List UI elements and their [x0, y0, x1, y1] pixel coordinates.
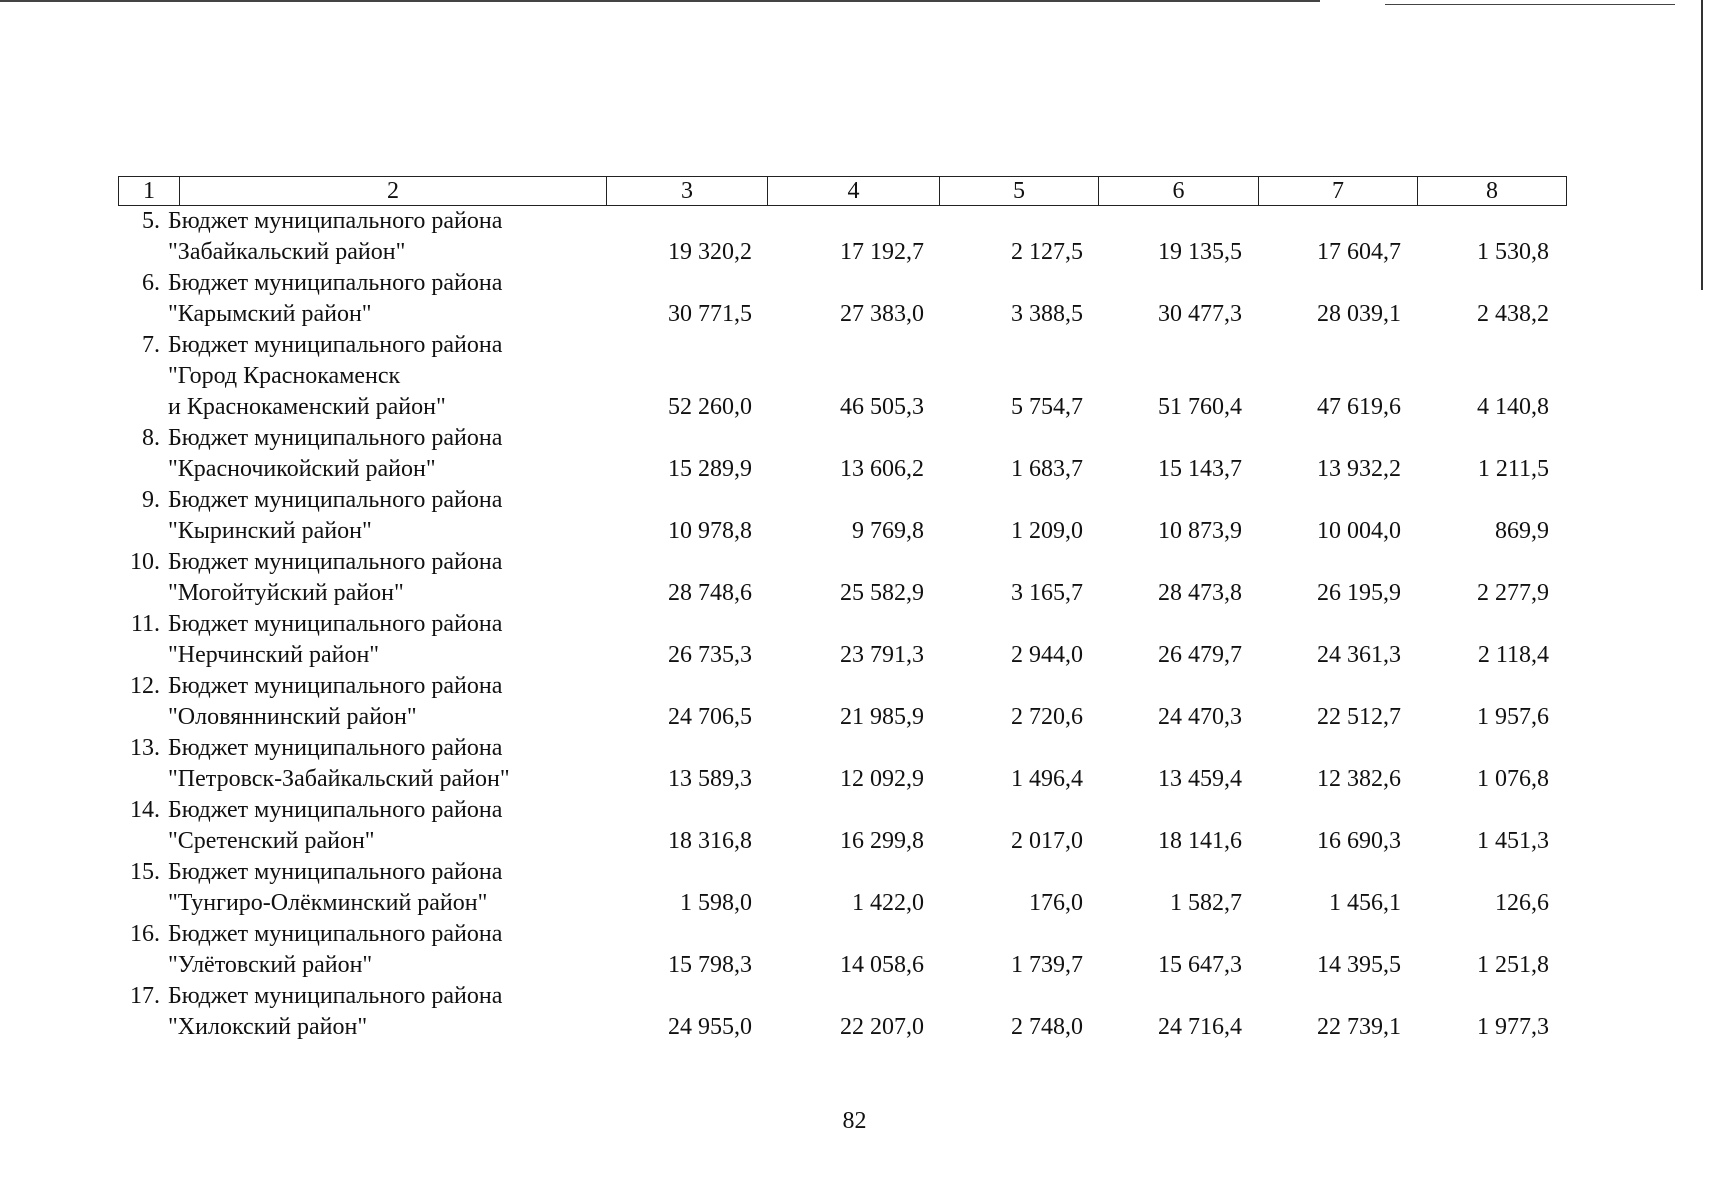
value-col-8: 1 211,5: [1477, 456, 1549, 482]
budget-name: [168, 981, 598, 1043]
budget-name: [168, 268, 598, 330]
header-cell: 3: [607, 177, 768, 206]
budget-name: [168, 733, 598, 795]
value-col-3: 26 735,3: [668, 642, 752, 668]
budget-name-line: "Хилокский район": [168, 1014, 368, 1040]
table-row: [118, 485, 1555, 547]
value-col-6: 13 459,4: [1158, 766, 1242, 792]
value-col-3: 13 589,3: [668, 766, 752, 792]
table-row: [118, 330, 1555, 423]
budget-name-line: "Карымский район": [168, 301, 372, 327]
scan-top-rule-right: [1385, 4, 1675, 5]
value-col-5: 2 720,6: [1011, 704, 1083, 730]
header-cell: 2: [180, 177, 607, 206]
value-col-4: 46 505,3: [840, 394, 924, 420]
value-col-3: 24 706,5: [668, 704, 752, 730]
value-col-7: 12 382,6: [1317, 766, 1401, 792]
budget-name-line: Бюджет муниципального района: [168, 425, 503, 451]
table-row: [118, 206, 1555, 268]
budget-name-line: Бюджет муниципального района: [168, 735, 503, 761]
page-number: 82: [842, 1108, 867, 1134]
value-col-7: 47 619,6: [1317, 394, 1401, 420]
value-col-4: 14 058,6: [840, 952, 924, 978]
budget-name: [168, 547, 598, 609]
row-number: 9.: [142, 487, 160, 513]
value-col-6: 10 873,9: [1158, 518, 1242, 544]
budget-name: [168, 919, 598, 981]
value-col-8: 1 957,6: [1477, 704, 1549, 730]
value-col-5: 1 496,4: [1011, 766, 1083, 792]
value-col-6: 18 141,6: [1158, 828, 1242, 854]
budget-name: [168, 330, 598, 423]
value-col-5: 2 127,5: [1011, 239, 1083, 265]
value-col-6: 24 470,3: [1158, 704, 1242, 730]
budget-name-line: "Красночикойский район": [168, 456, 436, 482]
value-col-3: 30 771,5: [668, 301, 752, 327]
table-row: [118, 423, 1555, 485]
row-number: 14.: [130, 797, 160, 823]
budget-name-line: Бюджет муниципального района: [168, 332, 503, 358]
budget-name-line: Бюджет муниципального района: [168, 921, 503, 947]
value-col-5: 2 017,0: [1011, 828, 1083, 854]
value-col-6: 30 477,3: [1158, 301, 1242, 327]
value-col-3: 10 978,8: [668, 518, 752, 544]
budget-name-line: "Город Краснокаменск: [168, 363, 401, 389]
row-number: 11.: [130, 611, 160, 637]
budget-name: [168, 423, 598, 485]
value-col-4: 16 299,8: [840, 828, 924, 854]
value-col-6: 19 135,5: [1158, 239, 1242, 265]
value-col-7: 1 456,1: [1329, 890, 1401, 916]
table-row: [118, 733, 1555, 795]
value-col-3: 28 748,6: [668, 580, 752, 606]
value-col-8: 1 076,8: [1477, 766, 1549, 792]
value-col-8: 1 977,3: [1477, 1014, 1549, 1040]
value-col-4: 25 582,9: [840, 580, 924, 606]
table-row: [118, 609, 1555, 671]
budget-name: [168, 485, 598, 547]
budget-name-line: Бюджет муниципального района: [168, 487, 503, 513]
value-col-7: 13 932,2: [1317, 456, 1401, 482]
row-number: 16.: [130, 921, 160, 947]
value-col-7: 16 690,3: [1317, 828, 1401, 854]
row-number: 10.: [130, 549, 160, 575]
value-col-5: 5 754,7: [1011, 394, 1083, 420]
value-col-3: 15 798,3: [668, 952, 752, 978]
budget-name-line: Бюджет муниципального района: [168, 611, 503, 637]
value-col-6: 28 473,8: [1158, 580, 1242, 606]
budget-name-line: "Петровск-Забайкальский район": [168, 766, 510, 792]
value-col-5: 2 748,0: [1011, 1014, 1083, 1040]
budget-name: [168, 671, 598, 733]
table-row: [118, 919, 1555, 981]
value-col-8: 2 277,9: [1477, 580, 1549, 606]
table-row: [118, 981, 1555, 1043]
value-col-8: 1 251,8: [1477, 952, 1549, 978]
value-col-8: 2 438,2: [1477, 301, 1549, 327]
value-col-8: 126,6: [1495, 890, 1549, 916]
scan-right-edge: [1701, 0, 1703, 290]
table-row: [118, 268, 1555, 330]
value-col-6: 1 582,7: [1170, 890, 1242, 916]
row-number: 15.: [130, 859, 160, 885]
value-col-8: 1 530,8: [1477, 239, 1549, 265]
budget-name-line: "Улётовский район": [168, 952, 373, 978]
value-col-7: 22 739,1: [1317, 1014, 1401, 1040]
table-row: [118, 857, 1555, 919]
header-cell: 8: [1418, 177, 1567, 206]
value-col-4: 27 383,0: [840, 301, 924, 327]
column-number-header: [118, 176, 1567, 206]
header-cell: 7: [1259, 177, 1418, 206]
value-col-5: 3 388,5: [1011, 301, 1083, 327]
value-col-3: 18 316,8: [668, 828, 752, 854]
budget-name-line: Бюджет муниципального района: [168, 983, 503, 1009]
value-col-7: 28 039,1: [1317, 301, 1401, 327]
row-number: 13.: [130, 735, 160, 761]
budget-name: [168, 795, 598, 857]
value-col-3: 15 289,9: [668, 456, 752, 482]
budget-name: [168, 206, 598, 268]
value-col-4: 1 422,0: [852, 890, 924, 916]
header-cell: 4: [768, 177, 940, 206]
value-col-3: 24 955,0: [668, 1014, 752, 1040]
value-col-4: 17 192,7: [840, 239, 924, 265]
budget-name-line: "Оловяннинский район": [168, 704, 417, 730]
value-col-6: 26 479,7: [1158, 642, 1242, 668]
value-col-8: 1 451,3: [1477, 828, 1549, 854]
value-col-3: 19 320,2: [668, 239, 752, 265]
value-col-7: 10 004,0: [1317, 518, 1401, 544]
header-cell: 1: [119, 177, 180, 206]
value-col-6: 15 647,3: [1158, 952, 1242, 978]
value-col-7: 24 361,3: [1317, 642, 1401, 668]
value-col-6: 51 760,4: [1158, 394, 1242, 420]
table-row: [118, 795, 1555, 857]
value-col-5: 2 944,0: [1011, 642, 1083, 668]
row-number: 6.: [142, 270, 160, 296]
row-number: 5.: [142, 208, 160, 234]
value-col-4: 22 207,0: [840, 1014, 924, 1040]
budget-name-line: "Забайкальский район": [168, 239, 406, 265]
budget-name-line: Бюджет муниципального района: [168, 859, 503, 885]
budget-name-line: Бюджет муниципального района: [168, 549, 503, 575]
budget-name-line: "Нерчинский район": [168, 642, 380, 668]
value-col-8: 4 140,8: [1477, 394, 1549, 420]
value-col-5: 3 165,7: [1011, 580, 1083, 606]
budget-table-body: [118, 206, 1555, 1043]
budget-name-line: "Тунгиро-Олёкминский район": [168, 890, 488, 916]
budget-name-line: Бюджет муниципального района: [168, 673, 503, 699]
budget-name-line: "Сретенский район": [168, 828, 375, 854]
header-cell: 5: [940, 177, 1099, 206]
budget-name: [168, 609, 598, 671]
value-col-4: 9 769,8: [852, 518, 924, 544]
budget-name-line: "Кыринский район": [168, 518, 372, 544]
value-col-7: 26 195,9: [1317, 580, 1401, 606]
table-row: [118, 547, 1555, 609]
value-col-3: 52 260,0: [668, 394, 752, 420]
row-number: 7.: [142, 332, 160, 358]
value-col-5: 176,0: [1029, 890, 1083, 916]
budget-name-line: Бюджет муниципального района: [168, 797, 503, 823]
budget-name-line: Бюджет муниципального района: [168, 270, 503, 296]
value-col-4: 12 092,9: [840, 766, 924, 792]
budget-name: [168, 857, 598, 919]
scan-top-rule: [0, 0, 1320, 2]
value-col-3: 1 598,0: [680, 890, 752, 916]
budget-name-line: и Краснокаменский район": [168, 394, 446, 420]
table-row: [118, 671, 1555, 733]
value-col-7: 14 395,5: [1317, 952, 1401, 978]
budget-name-line: "Могойтуйский район": [168, 580, 404, 606]
value-col-4: 23 791,3: [840, 642, 924, 668]
value-col-6: 15 143,7: [1158, 456, 1242, 482]
row-number: 8.: [142, 425, 160, 451]
value-col-7: 17 604,7: [1317, 239, 1401, 265]
value-col-6: 24 716,4: [1158, 1014, 1242, 1040]
value-col-5: 1 739,7: [1011, 952, 1083, 978]
value-col-4: 21 985,9: [840, 704, 924, 730]
row-number: 17.: [130, 983, 160, 1009]
value-col-8: 2 118,4: [1477, 642, 1549, 668]
value-col-7: 22 512,7: [1317, 704, 1401, 730]
budget-name-line: Бюджет муниципального района: [168, 208, 503, 234]
row-number: 12.: [130, 673, 160, 699]
header-cell: 6: [1099, 177, 1259, 206]
value-col-4: 13 606,2: [840, 456, 924, 482]
value-col-8: 869,9: [1495, 518, 1549, 544]
value-col-5: 1 209,0: [1011, 518, 1083, 544]
value-col-5: 1 683,7: [1011, 456, 1083, 482]
